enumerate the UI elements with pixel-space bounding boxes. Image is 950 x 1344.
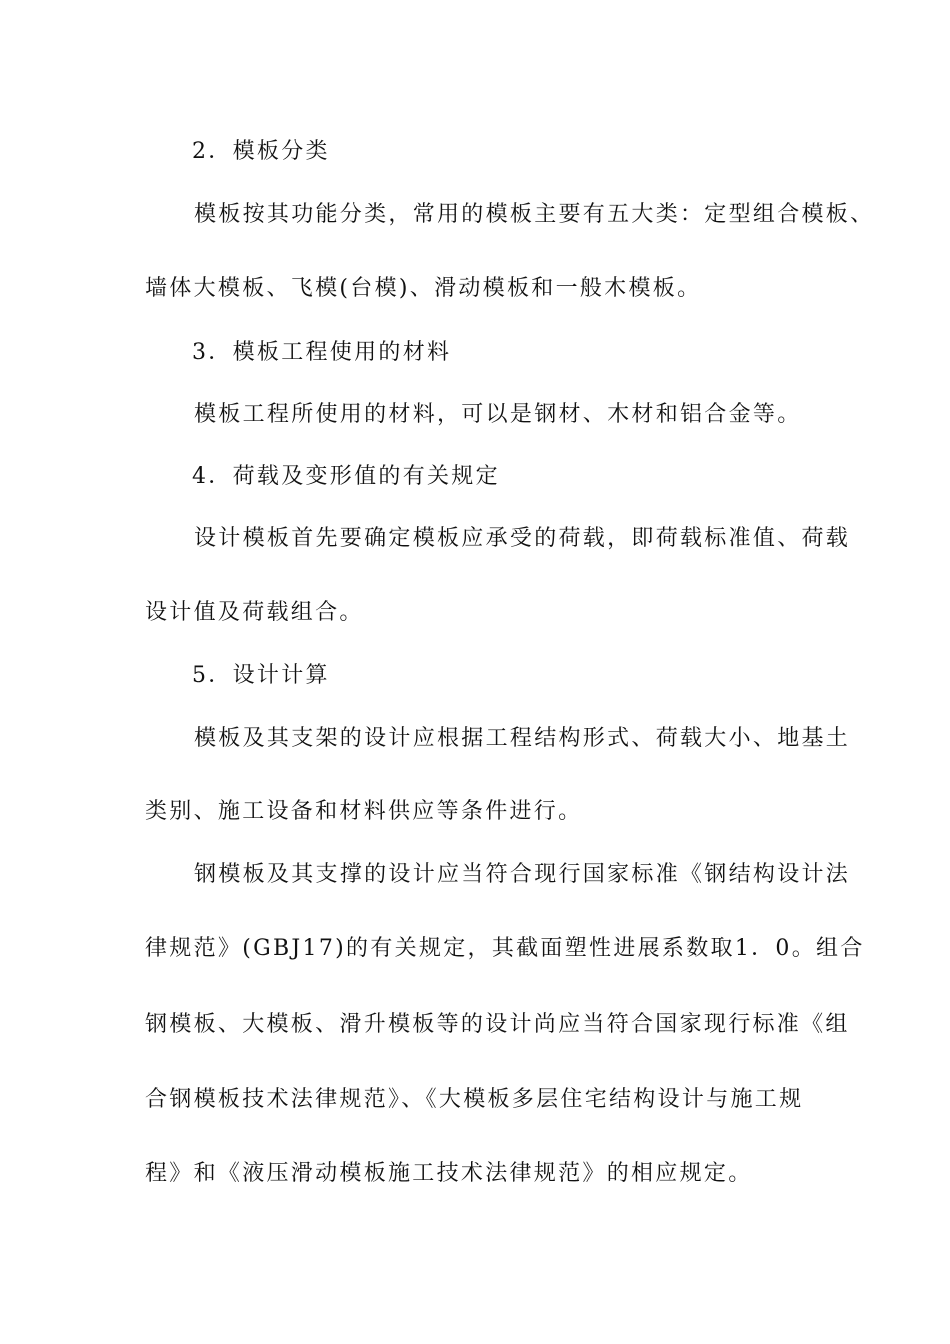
paragraph-line: 模板及其支架的设计应根据工程结构形式、荷载大小、地基土 <box>194 726 851 751</box>
paragraph-line: 模板工程所使用的材料，可以是钢材、木材和铝合金等。 <box>194 402 802 427</box>
section-heading-4: 4．荷载及变形值的有关规定 <box>192 464 500 489</box>
paragraph-line: 合钢模板技术法律规范》、《大模板多层住宅结构设计与施工规 <box>145 1087 804 1112</box>
paragraph-line: 设计值及荷载组合。 <box>145 600 364 625</box>
paragraph-line: 墙体大模板、飞模(台模)、滑动模板和一般木模板。 <box>145 276 702 301</box>
paragraph-line: 设计模板首先要确定模板应承受的荷载，即荷载标准值、荷载 <box>194 526 851 551</box>
paragraph-line: 模板按其功能分类，常用的模板主要有五大类：定型组合模板、 <box>194 202 875 227</box>
paragraph-line: 钢模板及其支撑的设计应当符合现行国家标准《钢结构设计法 <box>194 862 851 887</box>
paragraph-line: 程》和《液压滑动模板施工技术法律规范》的相应规定。 <box>145 1161 753 1186</box>
section-heading-5: 5．设计计算 <box>192 663 330 688</box>
section-heading-2: 2．模板分类 <box>192 139 330 164</box>
section-heading-3: 3．模板工程使用的材料 <box>192 340 452 365</box>
paragraph-line: 律规范》(GBJ17)的有关规定，其截面塑性进展系数取1．0。组合 <box>145 936 865 961</box>
paragraph-line: 钢模板、大模板、滑升模板等的设计尚应当符合国家现行标准《组 <box>145 1012 850 1037</box>
paragraph-line: 类别、施工设备和材料供应等条件进行。 <box>145 799 583 824</box>
